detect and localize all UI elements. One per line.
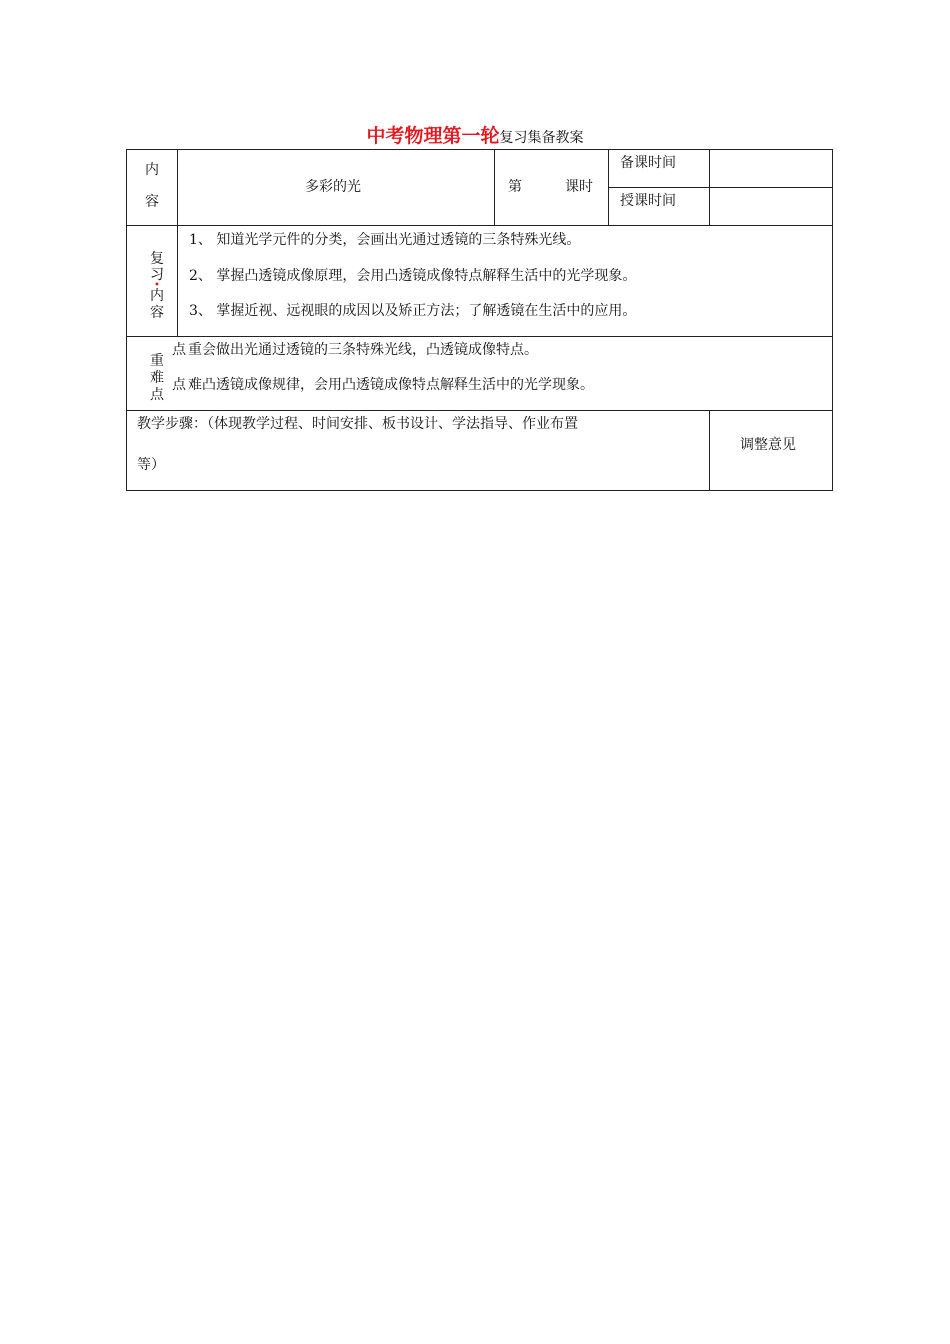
keypoints-label-char-2: 难 [150,370,164,386]
review-item-2: 2、 掌握凸透镜成像原理，会用凸透镜成像特点解释生活中的光学现象。 [189,268,637,284]
review-label-char-1: 复 [150,251,164,267]
table-line-keypoints-bottom [126,410,833,411]
table-line-topic-col [494,149,495,226]
content-label-2: 容 [145,194,159,210]
review-item-3: 3、 掌握近视、远视眼的成因以及矫正方法；了解透镜在生活中的应用。 [189,303,637,319]
red-dot-icon: • [154,280,160,291]
review-item-1: 1、 知道光学元件的分类，会画出光通过透镜的三条特殊光线。 [189,232,581,248]
review-label-char-4: 容 [150,305,164,321]
table-border-left [126,149,127,491]
teach-time-label: 授课时间 [620,193,676,209]
key-point-prefix: 点 [172,342,186,358]
prep-time-label: 备课时间 [620,155,676,171]
difficult-point-text: 难凸透镜成像规律，会用凸透镜成像特点解释生活中的光学现象。 [188,377,594,393]
review-label-char-3: 内 [150,288,164,304]
key-point-text: 重会做出光通过透镜的三条特殊光线，凸透镜成像特点。 [188,342,538,358]
title-main: 中考物理第一轮 [366,125,500,147]
topic-text: 多彩的光 [305,179,361,195]
table-line-lesson-col [608,149,609,226]
table-line-adjust-col [709,410,710,491]
keypoints-label-char-1: 重 [150,353,164,369]
table-line-header-mid [608,187,833,188]
table-line-label-col [177,149,178,337]
teaching-steps-line-2: 等） [137,457,165,473]
title-sub: 复习集备教案 [499,130,584,146]
table-border-bottom [126,490,833,491]
table-line-time-col [709,149,710,226]
content-label-1: 内 [145,162,159,178]
table-line-header-bottom [126,225,833,226]
lesson-label-di: 第 [508,179,522,195]
teaching-steps-line-1: 教学步骤：（体现教学过程、时间安排、板书设计、学法指导、作业布置 [137,416,578,432]
adjust-opinion-label: 调整意见 [740,437,796,453]
page-title [0,124,950,150]
table-border-top [126,149,833,150]
keypoints-label-char-3: 点 [150,387,164,403]
table-border-right [832,149,833,491]
difficult-point-prefix: 点 [172,377,186,393]
review-label-char-2: 习 [150,267,164,283]
lesson-label-keshi: 课时 [565,179,593,195]
table-line-review-bottom [126,336,833,337]
